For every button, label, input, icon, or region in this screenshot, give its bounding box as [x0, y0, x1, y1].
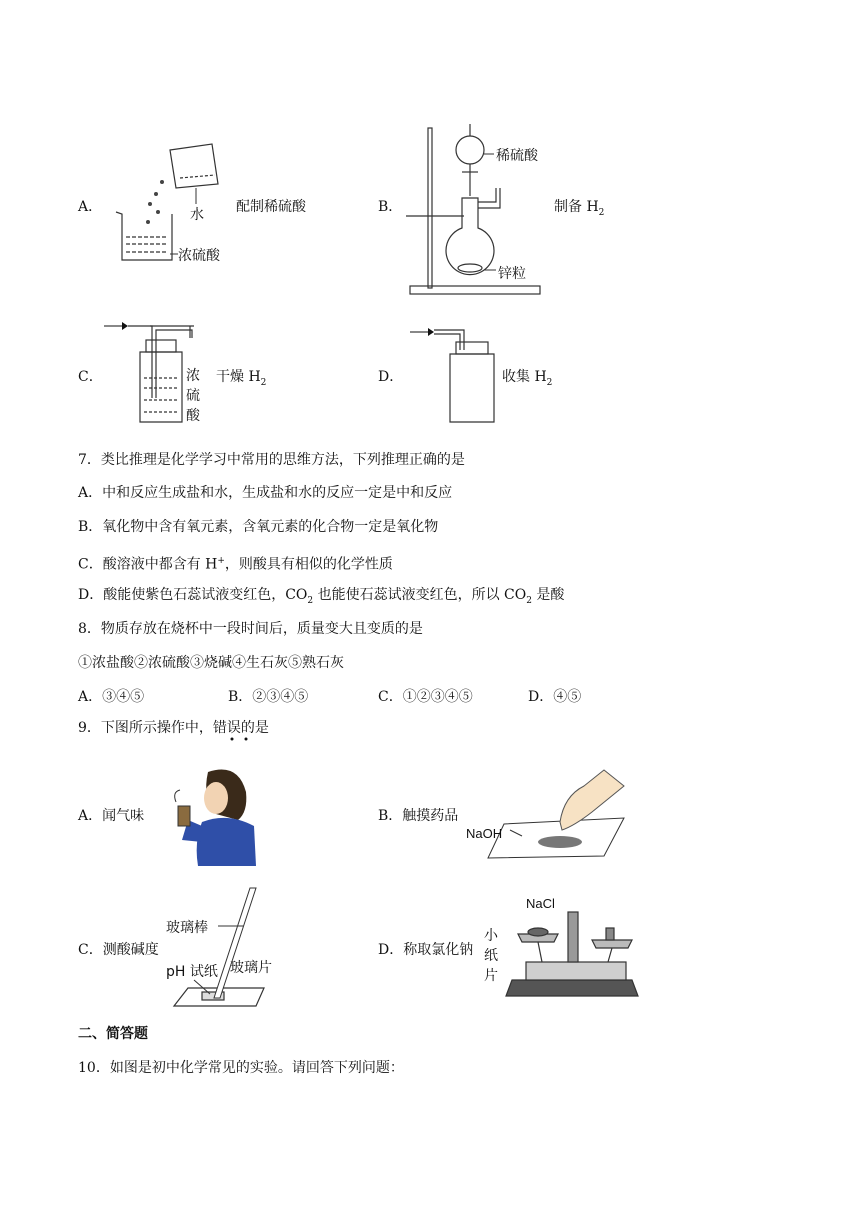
q7-option-a: A．中和反应生成盐和水，生成盐和水的反应一定是中和反应	[78, 485, 453, 501]
q9-option-d-figure	[482, 890, 642, 1002]
q6-option-a-letter: A．	[78, 199, 103, 215]
q6-option-d-text: 收集 $H_2$	[502, 369, 553, 388]
q6-option-a-text: 配制稀硫酸	[236, 199, 306, 215]
q8-items: ①浓盐酸②浓硫酸③烧碱④生石灰⑤熟石灰	[78, 655, 344, 671]
emphasis-dots	[225, 736, 255, 742]
q7-option-b: B．氧化物中含有氧元素，含氧元素的化合物一定是氧化物	[78, 519, 439, 535]
fig-label-paper-1: 小	[484, 928, 498, 944]
fig-label-water: 水	[190, 207, 204, 223]
person-smelling-icon	[175, 770, 256, 867]
q9-option-b-figure	[464, 766, 626, 862]
q6-option-c-letter: C．	[78, 369, 103, 385]
q9-option-a: A．闻气味	[78, 808, 145, 824]
q6-option-b-text: 制备 $H_2$	[554, 199, 605, 218]
q7-option-c: C．酸溶液中都含有 H+，则酸具有相似的化学性质	[78, 556, 393, 573]
arrow-right-icon	[410, 328, 434, 336]
q8-option-c: C．①②③④⑤	[378, 689, 473, 705]
fig-label-dilute-acid: 稀硫酸	[496, 148, 538, 164]
q8-option-d: D．④⑤	[528, 689, 582, 705]
fig-label-conc-3: 酸	[186, 408, 200, 424]
section-title: 二、简答题	[78, 1026, 148, 1042]
q6-option-a-figure	[112, 142, 232, 267]
q8-option-a: A．③④⑤	[78, 689, 145, 705]
q6-option-d-figure	[408, 322, 498, 426]
q6-option-c-text: 干燥 $H_2$	[216, 369, 267, 388]
fig-label-conc-2: 硫	[186, 388, 200, 404]
q9-stem: 9．下图所示操作中，错误的是	[78, 720, 269, 736]
water-drops-icon	[146, 180, 164, 224]
q6-option-b-letter: B．	[378, 199, 403, 215]
q9-option-b: B．触摸药品	[378, 808, 459, 824]
flask-icon	[446, 188, 500, 275]
pouring-beaker-icon	[170, 144, 218, 188]
arrow-right-icon	[104, 322, 128, 330]
fig-label-paper-2: 纸	[484, 948, 498, 964]
q9-option-c: C．测酸碱度	[78, 942, 159, 958]
balance-icon	[506, 912, 638, 996]
paper-with-powder-icon	[488, 818, 624, 858]
q6-option-b-figure	[404, 120, 554, 300]
fig-label-paper-3: 片	[484, 968, 498, 984]
q9-option-c-figure	[164, 884, 272, 1010]
fig-label-glass-plate: 玻璃片	[230, 960, 272, 976]
fig-label-naoh: NaOH	[466, 826, 503, 841]
q6-option-d-letter: D．	[378, 369, 404, 385]
q8-option-b: B．②③④⑤	[228, 689, 309, 705]
fig-label-conc-1: 浓	[186, 368, 200, 384]
beaker-icon	[116, 212, 172, 260]
gas-washing-bottle-icon	[128, 326, 194, 422]
fig-label-nacl: NaCl	[526, 896, 555, 911]
q9-option-a-figure	[168, 762, 258, 866]
collecting-bottle-icon	[434, 330, 494, 422]
q6-option-c-figure	[102, 318, 214, 428]
q7-stem: 7．类比推理是化学学习中常用的思维方法，下列推理正确的是	[78, 452, 465, 468]
q7-option-d: D．酸能使紫色石蕊试液变红色，$CO_2$ 也能使石蕊试液变红色，所以 $CO_2$ 是酸	[78, 587, 565, 606]
fig-label-glass-rod: 玻璃棒	[166, 920, 208, 936]
fig-label-ph-paper: pH 试纸	[166, 964, 218, 980]
fig-label-zinc: 锌粒	[498, 266, 526, 282]
q9-option-d: D．称取氯化钠	[378, 942, 474, 958]
separatory-funnel-icon	[456, 124, 484, 196]
fig-label-conc-acid: 浓硫酸	[178, 248, 220, 264]
q8-stem: 8．物质存放在烧杯中一段时间后，质量变大且变质的是	[78, 621, 423, 637]
glass-rod-icon	[214, 888, 256, 998]
q10-stem: 10．如图是初中化学常见的实验。请回答下列问题：	[78, 1060, 404, 1076]
